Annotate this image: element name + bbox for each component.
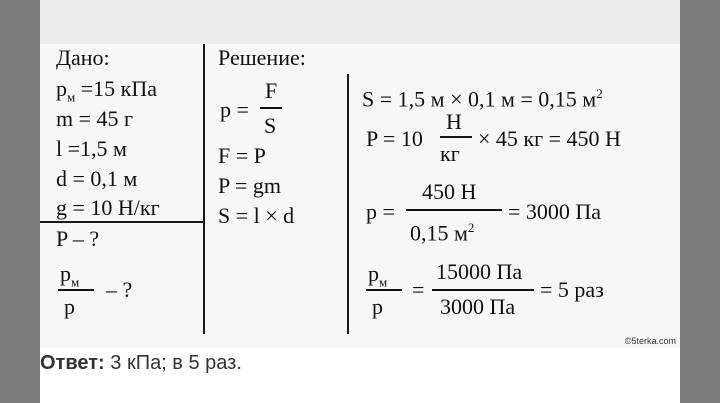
answer-line	[40, 352, 242, 375]
ratio-calc-fraction-denominator: 3000 Па	[440, 294, 516, 319]
given-mass-line: m = 45 г	[56, 106, 134, 131]
given-gravity-line: g = 10 Н/кг	[56, 195, 160, 220]
solution-image	[40, 44, 680, 348]
ratio-calc-right: = 5 раз	[540, 277, 604, 302]
given-find-divider	[40, 221, 205, 223]
column-divider-2	[347, 74, 349, 334]
left-margin	[0, 0, 40, 403]
pressure-calc-right: = 3000 Па	[508, 199, 602, 224]
area-calc: S = 1,5 м × 0,1 м = 0,15 $м^2$	[362, 86, 603, 112]
given-pressure-line: $p_м =15$ кПа	[56, 76, 157, 105]
pressure-calc-denominator: 0,15 $м^2$	[410, 220, 475, 246]
right-margin	[680, 0, 720, 403]
weight-formula: P = gm	[218, 173, 281, 198]
ratio-calc-numerator: $p_м$	[368, 261, 388, 290]
find-ratio-numerator: $p_м$	[60, 261, 80, 290]
solution-heading: Решение:	[218, 45, 306, 70]
find-ratio-question: – ?	[106, 277, 133, 302]
find-weight-line: P – ?	[56, 226, 100, 251]
find-ratio-bar	[58, 289, 94, 291]
find-ratio-denominator: p	[64, 294, 75, 319]
ratio-calc-equals: =	[412, 277, 425, 302]
pressure-formula-denominator: S	[264, 113, 277, 138]
ratio-calc-denominator: p	[372, 294, 383, 319]
weight-calc-denominator: кг	[440, 141, 460, 166]
ratio-calc-fraction-numerator: 15000 Па	[436, 259, 523, 284]
answer-text: 3 кПа; в 5 раз.	[104, 352, 242, 374]
given-length-line: l =1,5 м	[56, 136, 127, 161]
pressure-calc-bar	[406, 209, 502, 211]
weight-calc-bar	[440, 136, 472, 138]
site-watermark: ©5terka.com	[624, 336, 676, 346]
area-formula: S = l × d	[218, 203, 295, 228]
weight-calc-right: × 45 кг = 450 Н	[478, 126, 621, 151]
pressure-formula-numerator: F	[265, 78, 278, 103]
given-width-line: d = 0,1 м	[56, 166, 138, 191]
pressure-calc-numerator: 450 Н	[422, 179, 477, 204]
ratio-calc-fraction-bar	[432, 289, 534, 291]
pressure-formula-bar	[260, 107, 282, 109]
top-band	[40, 0, 680, 44]
column-divider-1	[203, 44, 205, 334]
ratio-calc-bar	[366, 289, 402, 291]
given-heading: Дано:	[56, 45, 110, 70]
weight-calc-left: P = 10	[366, 126, 423, 151]
pressure-calc-left: p =	[366, 199, 395, 224]
force-formula: F = P	[218, 143, 266, 168]
answer-label: Ответ:	[40, 352, 105, 374]
pressure-formula-left: p =	[220, 97, 249, 122]
weight-calc-numerator: Н	[446, 109, 462, 134]
